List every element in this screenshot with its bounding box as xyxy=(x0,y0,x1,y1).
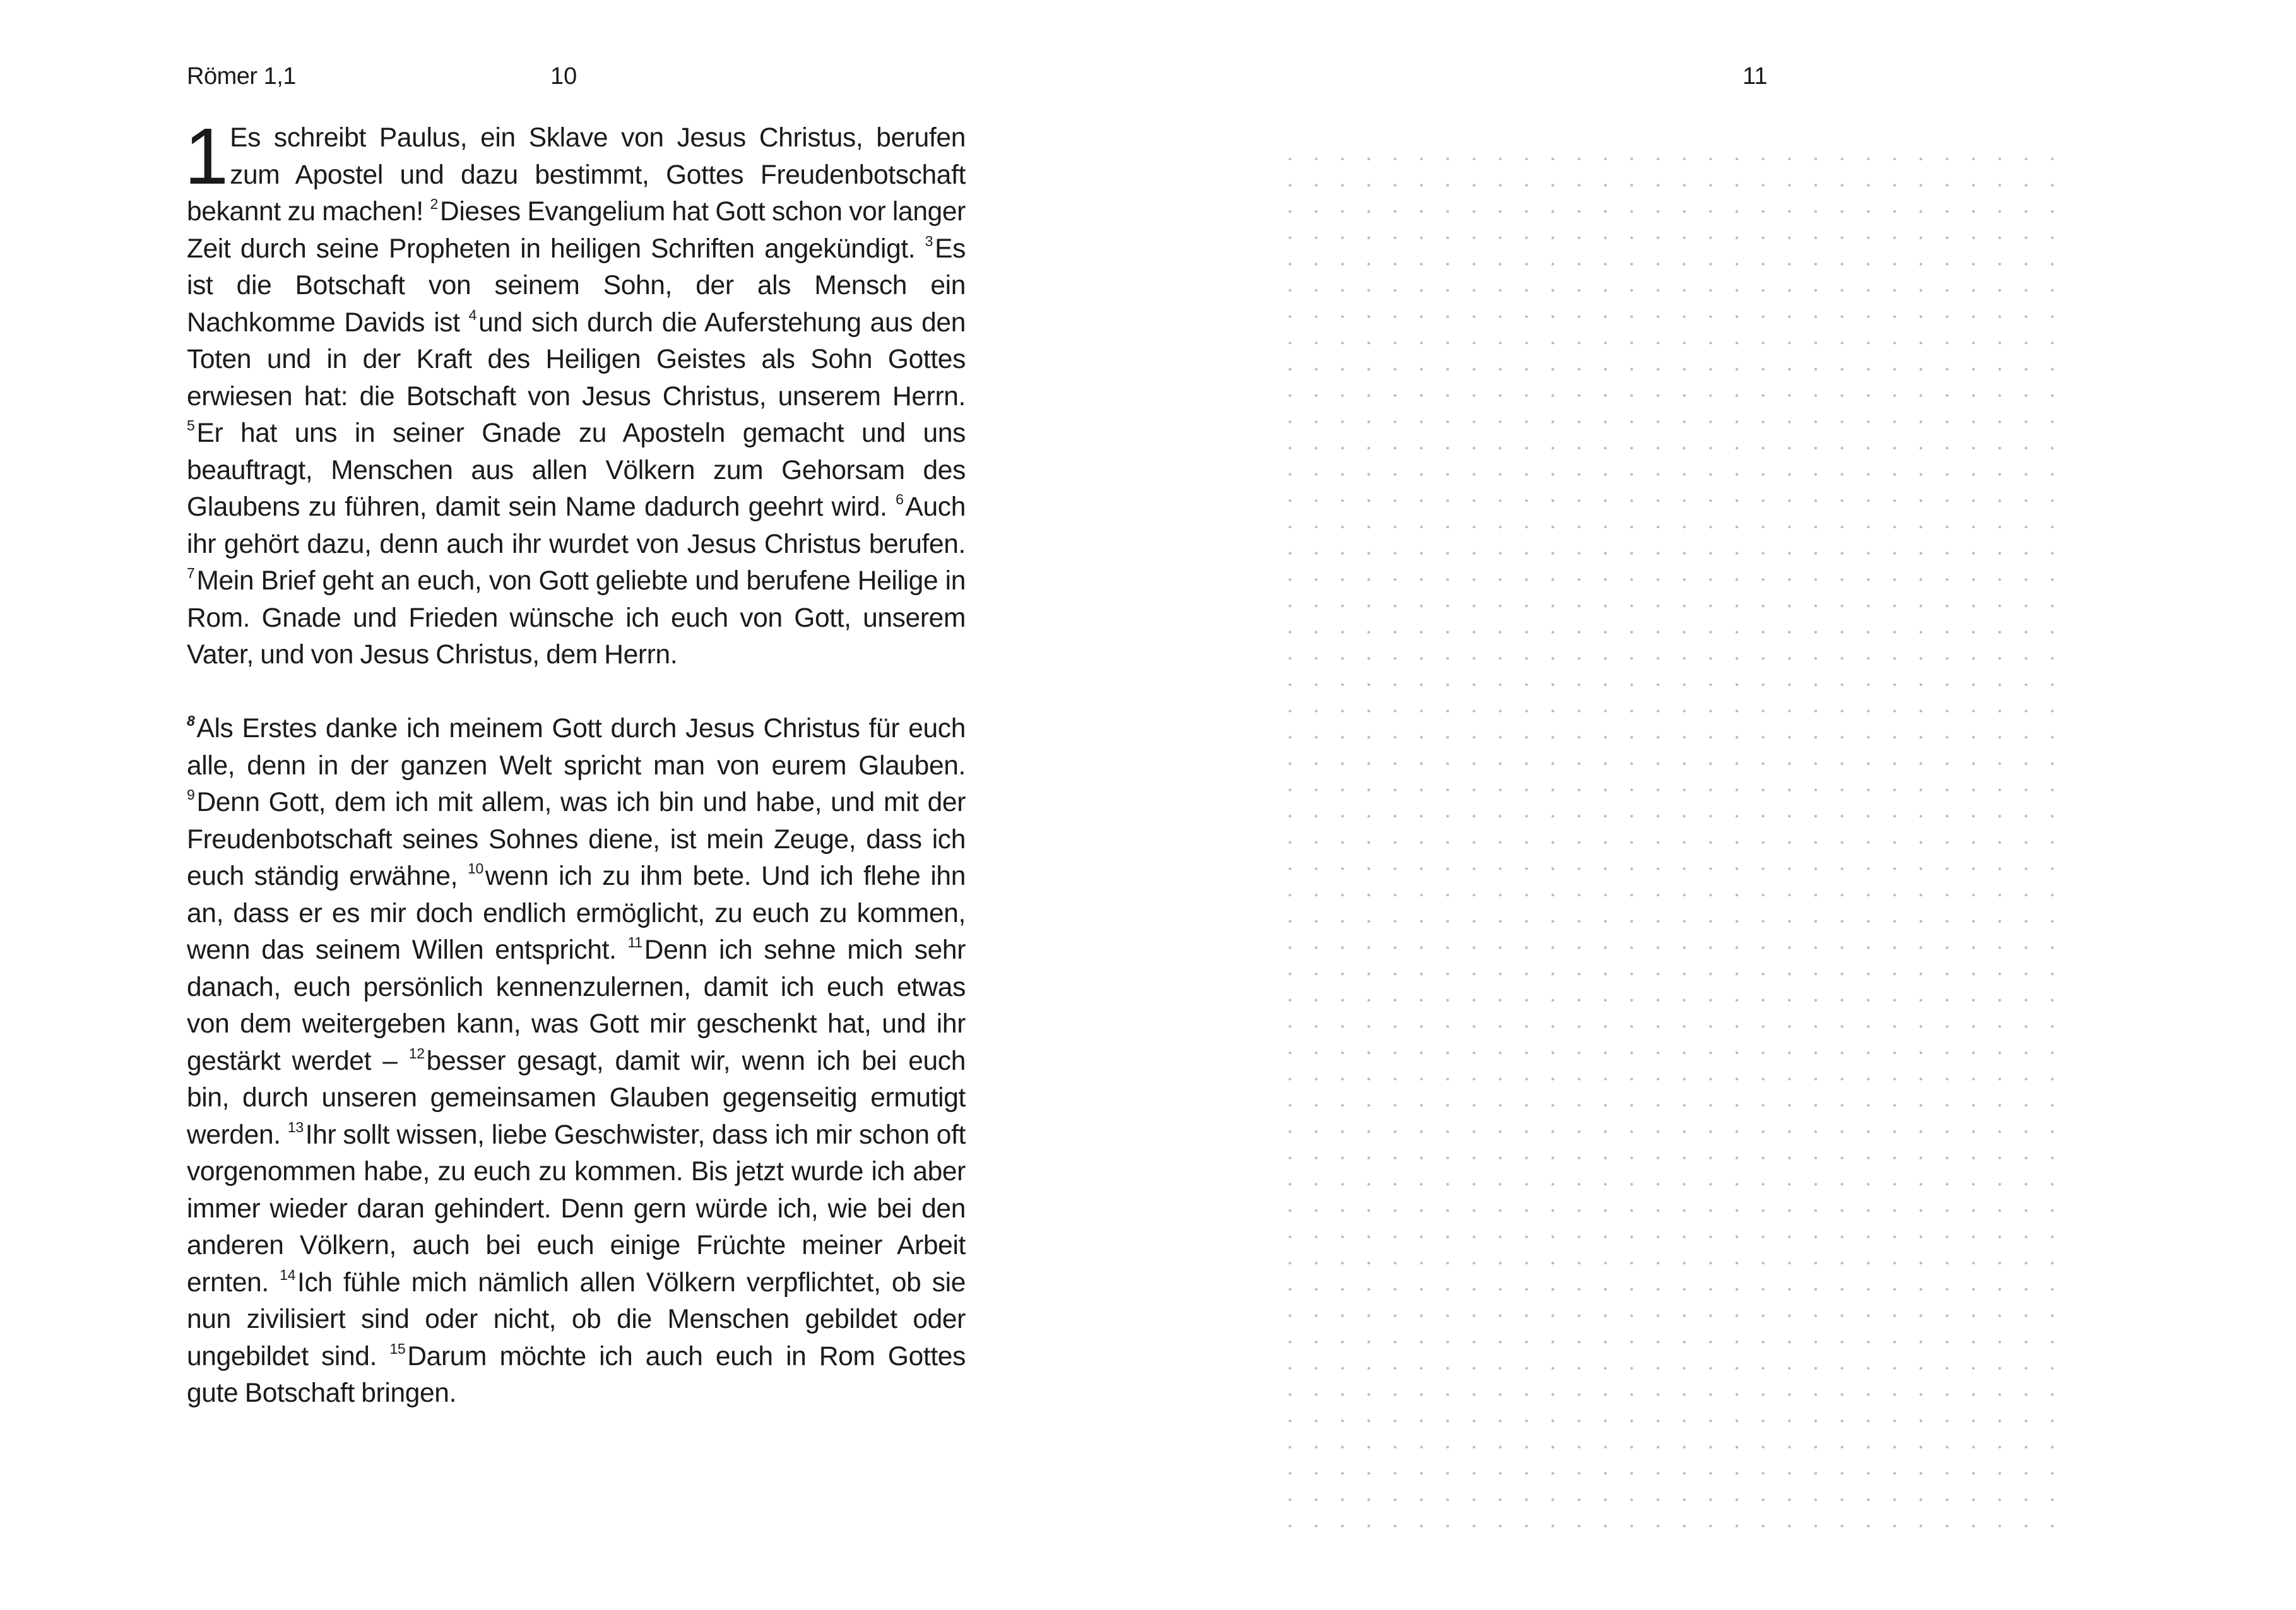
verse-text: wenn ich zu ihm bete. Und ich flehe ihn an, dass er es mir doch endlich ermöglicht, zu euch zu kommen, wenn das seinem Willen entspricht. xyxy=(187,861,966,965)
verse-number: 15 xyxy=(389,1340,406,1357)
verse-number: 14 xyxy=(280,1266,296,1283)
verse-number: 7 xyxy=(187,565,195,581)
verse-text: Auch ihr gehört dazu, denn auch ihr wurdet von Jesus Christus berufen. xyxy=(187,492,966,559)
verse-text: besser gesagt, damit wir, wenn ich bei euch bin, durch unseren gemeinsamen Glauben gegenseitig ermutigt werden. xyxy=(187,1046,966,1150)
verse-1-text: Es schreibt Paulus, ein Sklave von Jesus Christus, berufen zum Apostel und dazu bestimmt, Gottes Freudenbotschaft bekannt zu machen! xyxy=(187,123,966,227)
verse-number: 11 xyxy=(627,934,642,950)
verse-text: Denn ich sehne mich sehr danach, euch persönlich kennenzulernen, damit ich euch etwas von dem weitergeben kann, was Gott mir geschenkt hat, und ihr gestärkt werdet – xyxy=(187,935,966,1076)
page-number-left: 10 xyxy=(550,63,577,90)
chapter-number: 1 xyxy=(184,112,227,201)
verse-text: Es ist die Botschaft von seinem Sohn, der als Mensch ein Nachkomme Davids ist xyxy=(187,234,966,338)
right-page xyxy=(1148,0,2296,1610)
verse-number: 13 xyxy=(287,1118,304,1135)
verse-text: Mein Brief geht an euch, von Gott geliebte und berufene Heilige in Rom. Gnade und Frieden wünsche ich euch von Gott, unserem Vater, und von Jesus Christus, dem Herrn. xyxy=(187,566,966,670)
verse-number: 4 xyxy=(468,306,477,323)
verse-text: Ihr sollt wissen, liebe Geschwister, dass ich mir schon oft vorgenommen habe, zu euch zu kommen. Bis jetzt wurde ich aber immer wieder daran gehindert. Denn gern würde ich, wie bei den anderen Völkern, auch bei euch einige Früchte meiner Arbeit ernten. xyxy=(187,1120,966,1298)
running-head: Römer 1,1 xyxy=(187,63,296,90)
verse-number: 6 xyxy=(896,491,904,507)
verse-number: 2 xyxy=(430,196,438,212)
verse-text: Dieses Evangelium hat Gott schon vor langer Zeit durch seine Propheten in heiligen Schriften angekündigt. xyxy=(187,197,966,264)
verse-text: Ich fühle mich nämlich allen Völkern verpflichtet, ob sie nun zivilisiert sind oder nicht, ob die Menschen gebildet oder ungebildet sind. xyxy=(187,1267,966,1371)
verse-text: Darum möchte ich auch euch in Rom Gottes gute Botschaft bringen. xyxy=(187,1341,966,1408)
verse-number: 12 xyxy=(408,1045,425,1062)
verse-number: 3 xyxy=(925,232,933,249)
verse-number: 5 xyxy=(187,417,195,434)
paragraph-1 xyxy=(184,112,966,674)
verse-number: 8 xyxy=(187,713,195,729)
verse-text: und sich durch die Auferstehung aus den Toten und in der Kraft des Heiligen Geistes als Sohn Gottes erwiesen hat: die Botschaft von Jesus Christus, unserem Herrn. xyxy=(187,307,966,411)
verse-number: 10 xyxy=(468,860,483,877)
body-text xyxy=(184,112,966,1412)
dot-grid xyxy=(1277,146,2066,1541)
paragraph-2 xyxy=(187,711,966,1412)
verse-number: 9 xyxy=(187,786,195,803)
verse-text: Denn Gott, dem ich mit allem, was ich bin und habe, und mit der Freudenbotschaft seines Sohnes diene, ist mein Zeuge, dass ich euch ständig erwähne, xyxy=(187,788,966,891)
verse-text: Als Erstes danke ich meinem Gott durch Jesus Christus für euch alle, denn in der ganzen Welt spricht man von eurem Glauben. xyxy=(187,714,966,781)
page-number-right: 11 xyxy=(1743,63,1768,90)
verse-text: Er hat uns in seiner Gnade zu Aposteln gemacht und uns beauftragt, Menschen aus allen Völkern zum Gehorsam des Glaubens zu führen, damit sein Name dadurch geehrt wird. xyxy=(187,418,966,522)
